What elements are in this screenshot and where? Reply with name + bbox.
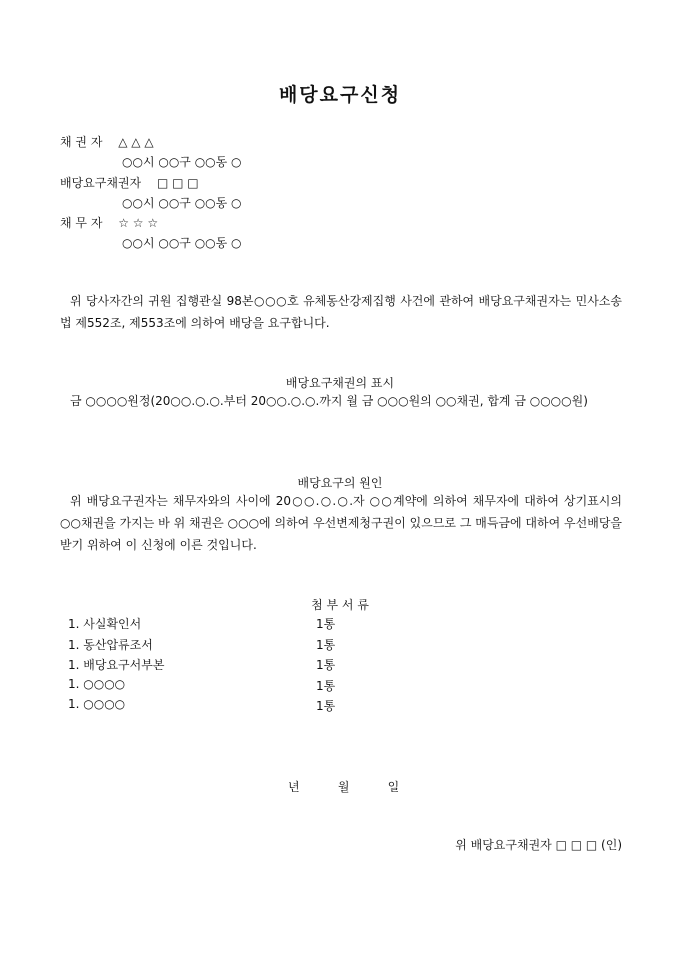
attachment-name: 1. 동산압류조서 [68,638,153,652]
document-title: 배당요구신청 [278,84,402,106]
claim-text: 금 ○○○○원정(20○○.○.○.부터 20○○.○.○.까지 월 금 ○○○원의 ○○채권, 합계 금 ○○○○원) [70,394,588,408]
debtor-row [60,215,158,231]
debtor-label: 채 무 자 [60,216,103,230]
attachment-qty: 1통 [316,699,336,713]
signature-line: 위 배당요구채권자 □ □ □ (인) [455,838,622,852]
attachment-qty: 1통 [316,617,336,631]
creditor-row [60,134,154,150]
attachment-row [68,636,368,652]
creditor-label: 채 권 자 [60,135,103,149]
claimant-label: 배당요구채권자 [60,176,142,190]
attachments-heading: 첨 부 서 류 [311,598,369,612]
date-month: 월 [337,780,350,794]
cause-text: 위 배당요구권자는 채무자와의 사이에 20○○.○.○.자 ○○계약에 의하여 채무자에 대하여 상기표시의 ○○채권을 가지는 바 위 채권은 ○○○에 의하여 우선변제청구권이 있으므로 그 매득금에 대하여 우선배당을 받기 위하여 이 신청에 이른 것입니다. [60,494,622,552]
attachment-row [68,697,368,713]
attachment-qty: 1통 [316,679,336,693]
date-line [288,778,434,795]
intro-paragraph: 위 당사자간의 귀원 집행관실 98본○○○호 유체동산강제집행 사건에 관하여 배당요구채권자는 민사소송법 제552조, 제553조에 의하여 배당을 요구합니다. [60,294,622,330]
claimant-row [60,175,199,191]
attachment-name: 1. ○○○○ [68,677,126,691]
attachment-row [68,677,368,693]
claimant-name: □ □ □ [156,176,199,190]
attachment-qty: 1통 [316,658,336,672]
attachment-name: 1. 사실확인서 [68,617,142,631]
creditor-name: △ △ △ [118,135,154,149]
attachment-row [68,615,368,631]
date-year: 년 [288,780,300,794]
date-day: 일 [387,780,400,794]
claimant-address: ○○시 ○○구 ○○동 ○ [122,196,242,210]
attachment-name: 1. ○○○○ [68,697,126,711]
debtor-name: ☆ ☆ ☆ [118,216,159,230]
claim-heading: 배당요구채권의 표시 [285,376,395,390]
attachment-row [68,656,368,672]
attachment-name: 1. 배당요구서부본 [68,658,165,672]
attachment-qty: 1통 [316,638,336,652]
creditor-address: ○○시 ○○구 ○○동 ○ [122,155,242,169]
debtor-address: ○○시 ○○구 ○○동 ○ [122,236,242,250]
cause-heading: 배당요구의 원인 [297,476,383,490]
